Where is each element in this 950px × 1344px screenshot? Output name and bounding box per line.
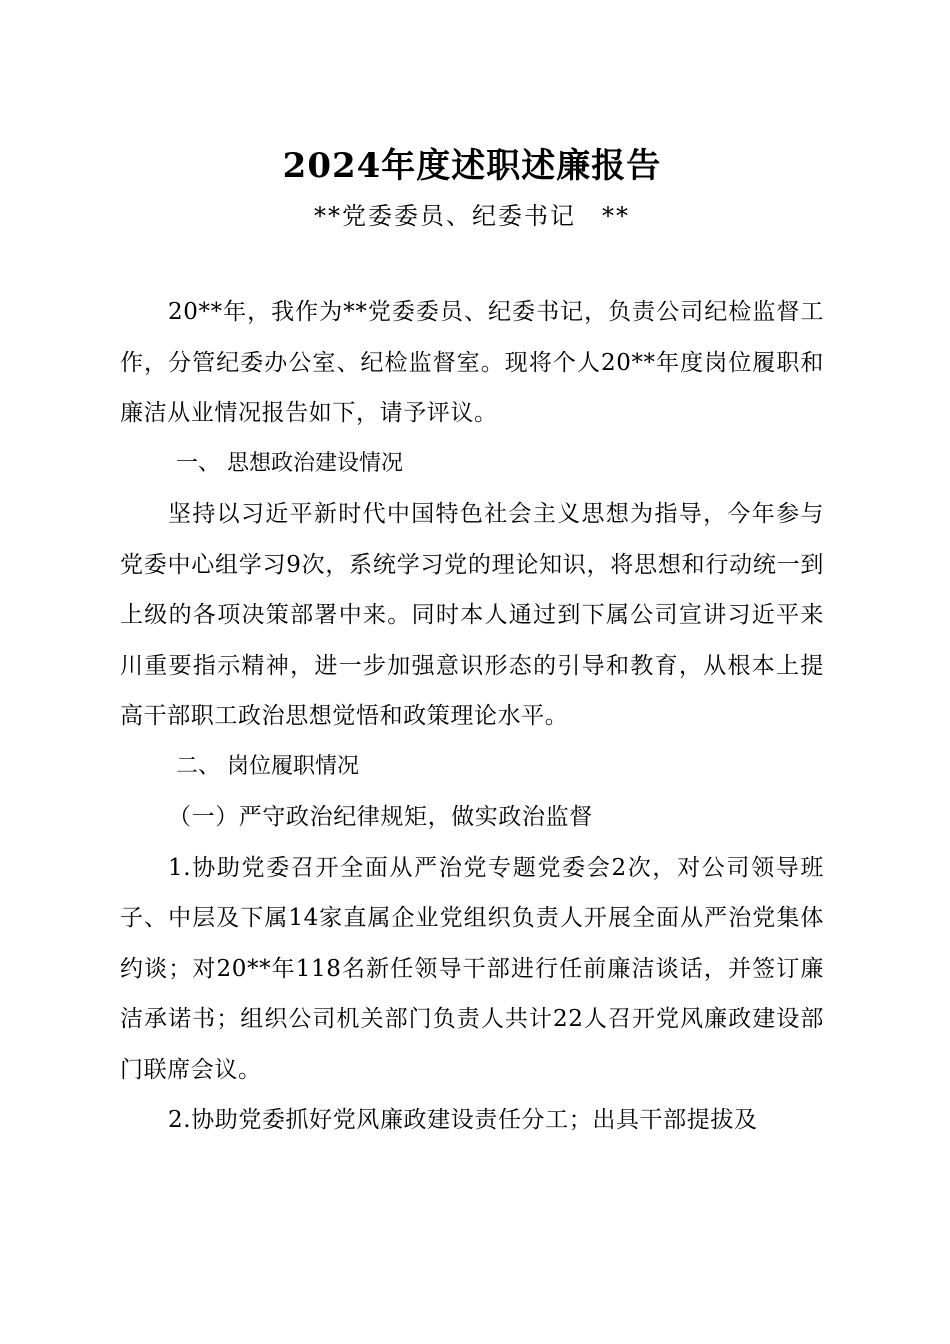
section-1-paragraph: 坚持以习近平新时代中国特色社会主义思想为指导，今年参与党委中心组学习9次，系统学习党的理论知识，将思想和行动统一到上级的各项决策部署中来。同时本人通过到下属公司宣讲习近平来川重要指示精神，进一步加强意识形态的引导和教育，从根本上提高干部职工政治思想觉悟和政策理论水平。: [120, 501, 824, 729]
document-page: [120, 0, 824, 1344]
intro-paragraph: 20**年，我作为**党委委员、纪委书记，负责公司纪检监督工作，分管纪委办公室、纪检监督室。现将个人20**年度岗位履职和廉洁从业情况报告如下，请予评议。: [120, 299, 824, 426]
item-1-paragraph: 1.协助党委召开全面从严治党专题党委会2次，对公司领导班子、中层及下属14家直属企业党组织负责人开展全面从严治党集体约谈；对20**年118名新任领导干部进行任前廉洁谈话，并签订廉洁承诺书；组织公司机关部门负责人共计22人召开党风廉政建设部门联席会议。: [120, 854, 824, 1083]
document-subtitle: **党委委员、纪委书记 **: [314, 202, 630, 230]
section-heading-1: 一、 思想政治建设情况: [176, 450, 403, 476]
document-body: [120, 287, 824, 1146]
item-2-paragraph: 2.协助党委抓好党风廉政建设责任分工；出具干部提拔及: [168, 1107, 758, 1133]
section-heading-2: 二、 岗位履职情况: [176, 753, 359, 779]
document-title: 2024年度述职述廉报告: [282, 146, 662, 186]
subsection-heading-1: （一）严守政治纪律规矩，做实政治监督: [168, 804, 593, 830]
